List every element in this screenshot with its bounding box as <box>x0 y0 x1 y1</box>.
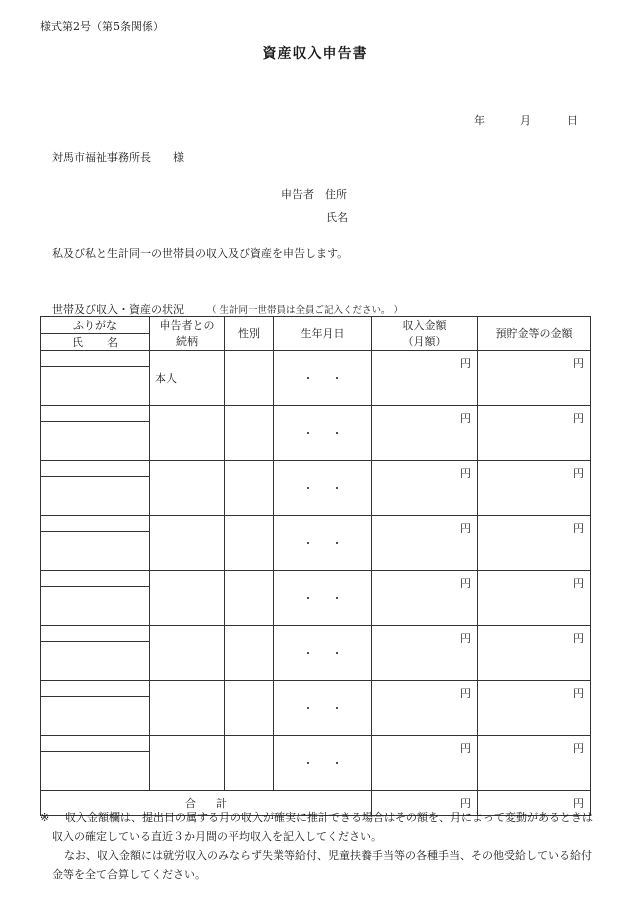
table-row <box>41 406 591 422</box>
total-income-cell[interactable]: 円 <box>372 791 478 816</box>
header-income-line1: 収入金額 <box>402 318 447 332</box>
dob-cell[interactable]: ・・ <box>274 406 372 461</box>
table-row <box>41 516 591 532</box>
footnote <box>40 808 600 884</box>
applicant-address-label: 申告者 住所 <box>281 188 347 201</box>
furigana-cell[interactable] <box>41 681 150 697</box>
section-title: 世帯及び収入・資産の状況 <box>52 303 184 316</box>
savings-cell[interactable]: 円 <box>478 406 591 461</box>
income-cell[interactable]: 円 <box>372 516 478 571</box>
section-note: （ 生計同一世帯員は全員ご記入ください。 ） <box>207 305 404 316</box>
furigana-cell[interactable] <box>41 736 150 752</box>
furigana-cell[interactable] <box>41 351 150 367</box>
name-cell[interactable] <box>41 532 150 571</box>
sex-cell[interactable] <box>225 516 274 571</box>
note-paragraph-2: なお、収入金額には就労収入のみならず失業等給付、児童扶養手当等の各種手当、その他受給している給付金等を全て合算してください。 <box>52 849 592 881</box>
income-cell[interactable]: 円 <box>372 406 478 461</box>
sex-cell[interactable] <box>225 626 274 681</box>
income-cell[interactable]: 円 <box>372 681 478 736</box>
header-row-1 <box>41 317 591 334</box>
income-cell[interactable]: 円 <box>372 571 478 626</box>
total-label: 合計 <box>41 791 372 816</box>
relation-cell[interactable] <box>150 681 225 736</box>
table-row <box>41 626 591 642</box>
table-row <box>41 571 591 587</box>
sex-cell[interactable] <box>225 351 274 406</box>
household-table <box>40 316 591 816</box>
sex-cell[interactable] <box>225 406 274 461</box>
header-relation-line2: 続柄 <box>176 334 198 348</box>
dob-cell[interactable]: ・・ <box>274 516 372 571</box>
note-paragraph-1: 収入金額欄は、提出日の属する月の収入が確実に推計できる場合はその額を、月によって変動があるときは収入の確定している直近３か月間の平均収入を記入してください。 <box>52 811 593 843</box>
header-name: 氏名 <box>41 334 150 351</box>
income-cell[interactable]: 円 <box>372 626 478 681</box>
savings-cell[interactable]: 円 <box>478 571 591 626</box>
furigana-cell[interactable] <box>41 406 150 422</box>
relation-cell[interactable] <box>150 406 225 461</box>
dob-cell[interactable]: ・・ <box>274 571 372 626</box>
date-month-label: 月 <box>520 114 531 127</box>
date-day-label: 日 <box>567 114 578 127</box>
table-row <box>41 681 591 697</box>
table-row <box>41 736 591 752</box>
note-mark: ※ <box>40 811 50 824</box>
furigana-cell[interactable] <box>41 516 150 532</box>
table-row <box>41 461 591 477</box>
total-savings-cell[interactable]: 円 <box>478 791 591 816</box>
savings-cell[interactable]: 円 <box>478 736 591 791</box>
income-cell[interactable]: 円 <box>372 736 478 791</box>
declaration-text: 私及び私と生計同一の世帯員の収入及び資産を申告します。 <box>52 247 349 260</box>
savings-cell[interactable]: 円 <box>478 516 591 571</box>
header-income-line2: （月額） <box>402 334 447 348</box>
header-relation <box>150 317 225 351</box>
savings-cell[interactable]: 円 <box>478 626 591 681</box>
header-furigana: ふりがな <box>41 317 150 334</box>
sex-cell[interactable] <box>225 736 274 791</box>
name-cell[interactable] <box>41 697 150 736</box>
sex-cell[interactable] <box>225 571 274 626</box>
relation-cell[interactable]: 本人 <box>150 351 225 406</box>
dob-cell[interactable]: ・・ <box>274 736 372 791</box>
dob-cell[interactable]: ・・ <box>274 461 372 516</box>
sex-cell[interactable] <box>225 681 274 736</box>
dob-cell[interactable]: ・・ <box>274 626 372 681</box>
addressee: 対馬市福祉事務所長 様 <box>52 151 184 164</box>
relation-cell[interactable] <box>150 461 225 516</box>
name-cell[interactable] <box>41 422 150 461</box>
relation-cell[interactable] <box>150 626 225 681</box>
header-savings: 預貯金等の金額 <box>478 317 591 351</box>
relation-cell[interactable] <box>150 571 225 626</box>
name-cell[interactable] <box>41 587 150 626</box>
table-row <box>41 351 591 367</box>
relation-cell[interactable] <box>150 736 225 791</box>
income-cell[interactable]: 円 <box>372 351 478 406</box>
dob-cell[interactable]: ・・ <box>274 681 372 736</box>
header-dob: 生年月日 <box>274 317 372 351</box>
furigana-cell[interactable] <box>41 461 150 477</box>
header-income <box>372 317 478 351</box>
name-cell[interactable] <box>41 367 150 406</box>
applicant-name-label: 氏名 <box>326 211 348 224</box>
sex-cell[interactable] <box>225 461 274 516</box>
savings-cell[interactable]: 円 <box>478 461 591 516</box>
name-cell[interactable] <box>41 477 150 516</box>
furigana-cell[interactable] <box>41 571 150 587</box>
savings-cell[interactable]: 円 <box>478 351 591 406</box>
dob-cell[interactable]: ・・ <box>274 351 372 406</box>
header-sex: 性別 <box>225 317 274 351</box>
name-cell[interactable] <box>41 752 150 791</box>
date-year-label: 年 <box>474 114 485 127</box>
name-cell[interactable] <box>41 642 150 681</box>
income-cell[interactable]: 円 <box>372 461 478 516</box>
relation-cell[interactable] <box>150 516 225 571</box>
savings-cell[interactable]: 円 <box>478 681 591 736</box>
furigana-cell[interactable] <box>41 626 150 642</box>
form-number: 様式第2号（第5条関係） <box>40 20 164 33</box>
header-relation-line1: 申告者との <box>159 318 215 332</box>
document-title: 資産収入申告書 <box>262 46 368 62</box>
